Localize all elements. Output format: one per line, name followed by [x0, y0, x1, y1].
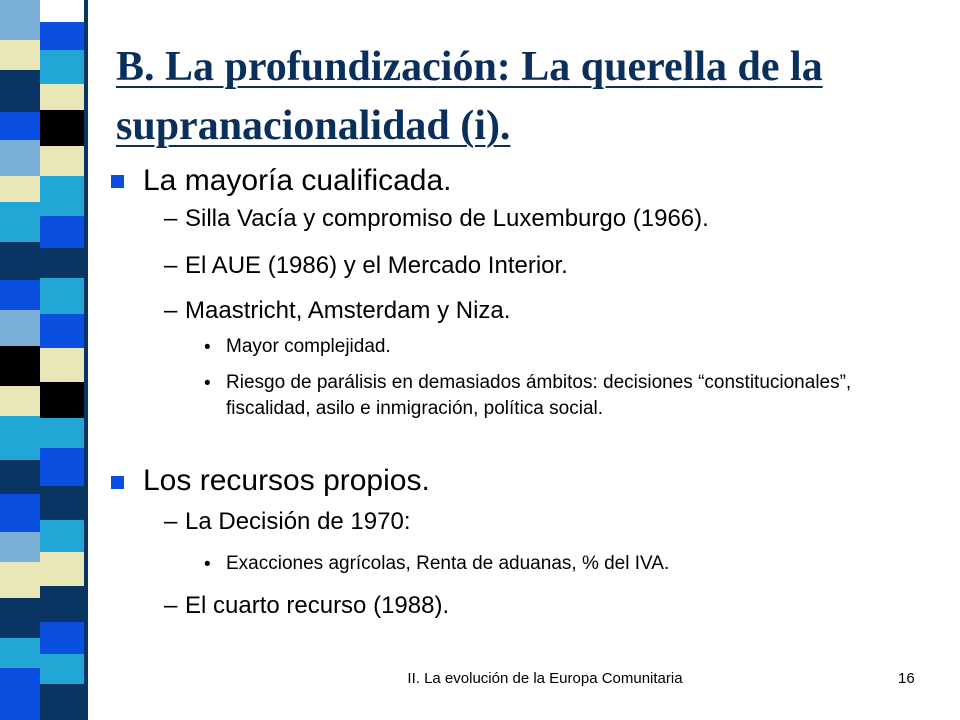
stripe-block	[0, 242, 40, 280]
stripe-block	[0, 202, 40, 242]
stripe-block	[0, 562, 40, 598]
sub-item: Maastricht, Amsterdam y Niza.	[185, 297, 511, 324]
stripe-block	[0, 668, 40, 720]
decorative-stripe	[0, 0, 88, 720]
dot-marker: •	[204, 373, 211, 394]
stripe-block	[40, 176, 84, 216]
dash-marker: –	[164, 252, 178, 279]
stripe-block	[40, 314, 84, 348]
stripe-block	[0, 280, 40, 310]
page-number: 16	[898, 670, 915, 687]
dash-marker: –	[164, 205, 178, 232]
stripe-block	[0, 386, 40, 416]
footer-text: II. La evolución de la Europa Comunitaria	[407, 670, 683, 687]
stripe-block	[0, 140, 40, 176]
stripe-block	[0, 0, 40, 40]
stripe-block	[40, 552, 84, 586]
stripe-block	[40, 418, 84, 448]
stripe-block	[84, 0, 88, 720]
bullet-item: Los recursos propios.	[143, 464, 430, 497]
stripe-block	[0, 310, 40, 346]
stripe-block	[40, 684, 84, 720]
stripe-block	[40, 110, 84, 146]
stripe-block	[0, 494, 40, 532]
stripe-block	[0, 598, 40, 638]
stripe-block	[40, 382, 84, 418]
bullet-square-icon	[111, 175, 124, 188]
sub-sub-item: Mayor complejidad.	[226, 336, 391, 357]
stripe-block	[0, 638, 40, 668]
stripe-block	[40, 448, 84, 486]
stripe-block	[0, 70, 40, 112]
sub-item: Silla Vacía y compromiso de Luxemburgo (1966).	[185, 205, 709, 232]
stripe-block	[40, 248, 84, 278]
stripe-block	[40, 348, 84, 382]
sub-sub-item: Exacciones agrícolas, Renta de aduanas, % del IVA.	[226, 553, 670, 574]
stripe-block	[0, 460, 40, 494]
dash-marker: –	[164, 508, 178, 535]
stripe-block	[0, 112, 40, 140]
stripe-block	[40, 278, 84, 314]
stripe-block	[40, 146, 84, 176]
dot-marker: •	[204, 337, 211, 358]
bullet-item: La mayoría cualificada.	[143, 164, 452, 197]
bullet-square-icon	[111, 476, 124, 489]
stripe-block	[40, 84, 84, 110]
stripe-block	[40, 486, 84, 520]
sub-item: El AUE (1986) y el Mercado Interior.	[185, 252, 568, 279]
stripe-block	[40, 216, 84, 248]
stripe-block	[40, 50, 84, 84]
dash-marker: –	[164, 297, 178, 324]
dash-marker: –	[164, 592, 178, 619]
stripe-block	[0, 532, 40, 562]
sub-item: La Decisión de 1970:	[185, 508, 411, 535]
stripe-block	[0, 416, 40, 460]
stripe-block	[40, 622, 84, 654]
slide-title: B. La profundización: La querella de la supranacionalidad (i).	[116, 44, 823, 149]
stripe-block	[40, 520, 84, 552]
sub-item: El cuarto recurso (1988).	[185, 592, 450, 619]
stripe-block	[0, 346, 40, 386]
stripe-block	[40, 22, 84, 50]
stripe-block	[40, 0, 84, 22]
sub-sub-item: Riesgo de parálisis en demasiados ámbitos: decisiones “constitucionales”, fiscalidad, asilo e inmigración, política social.	[226, 372, 852, 419]
stripe-block	[0, 40, 40, 70]
stripe-block	[40, 586, 84, 622]
dot-marker: •	[204, 554, 211, 575]
stripe-block	[0, 176, 40, 202]
stripe-block	[40, 654, 84, 684]
